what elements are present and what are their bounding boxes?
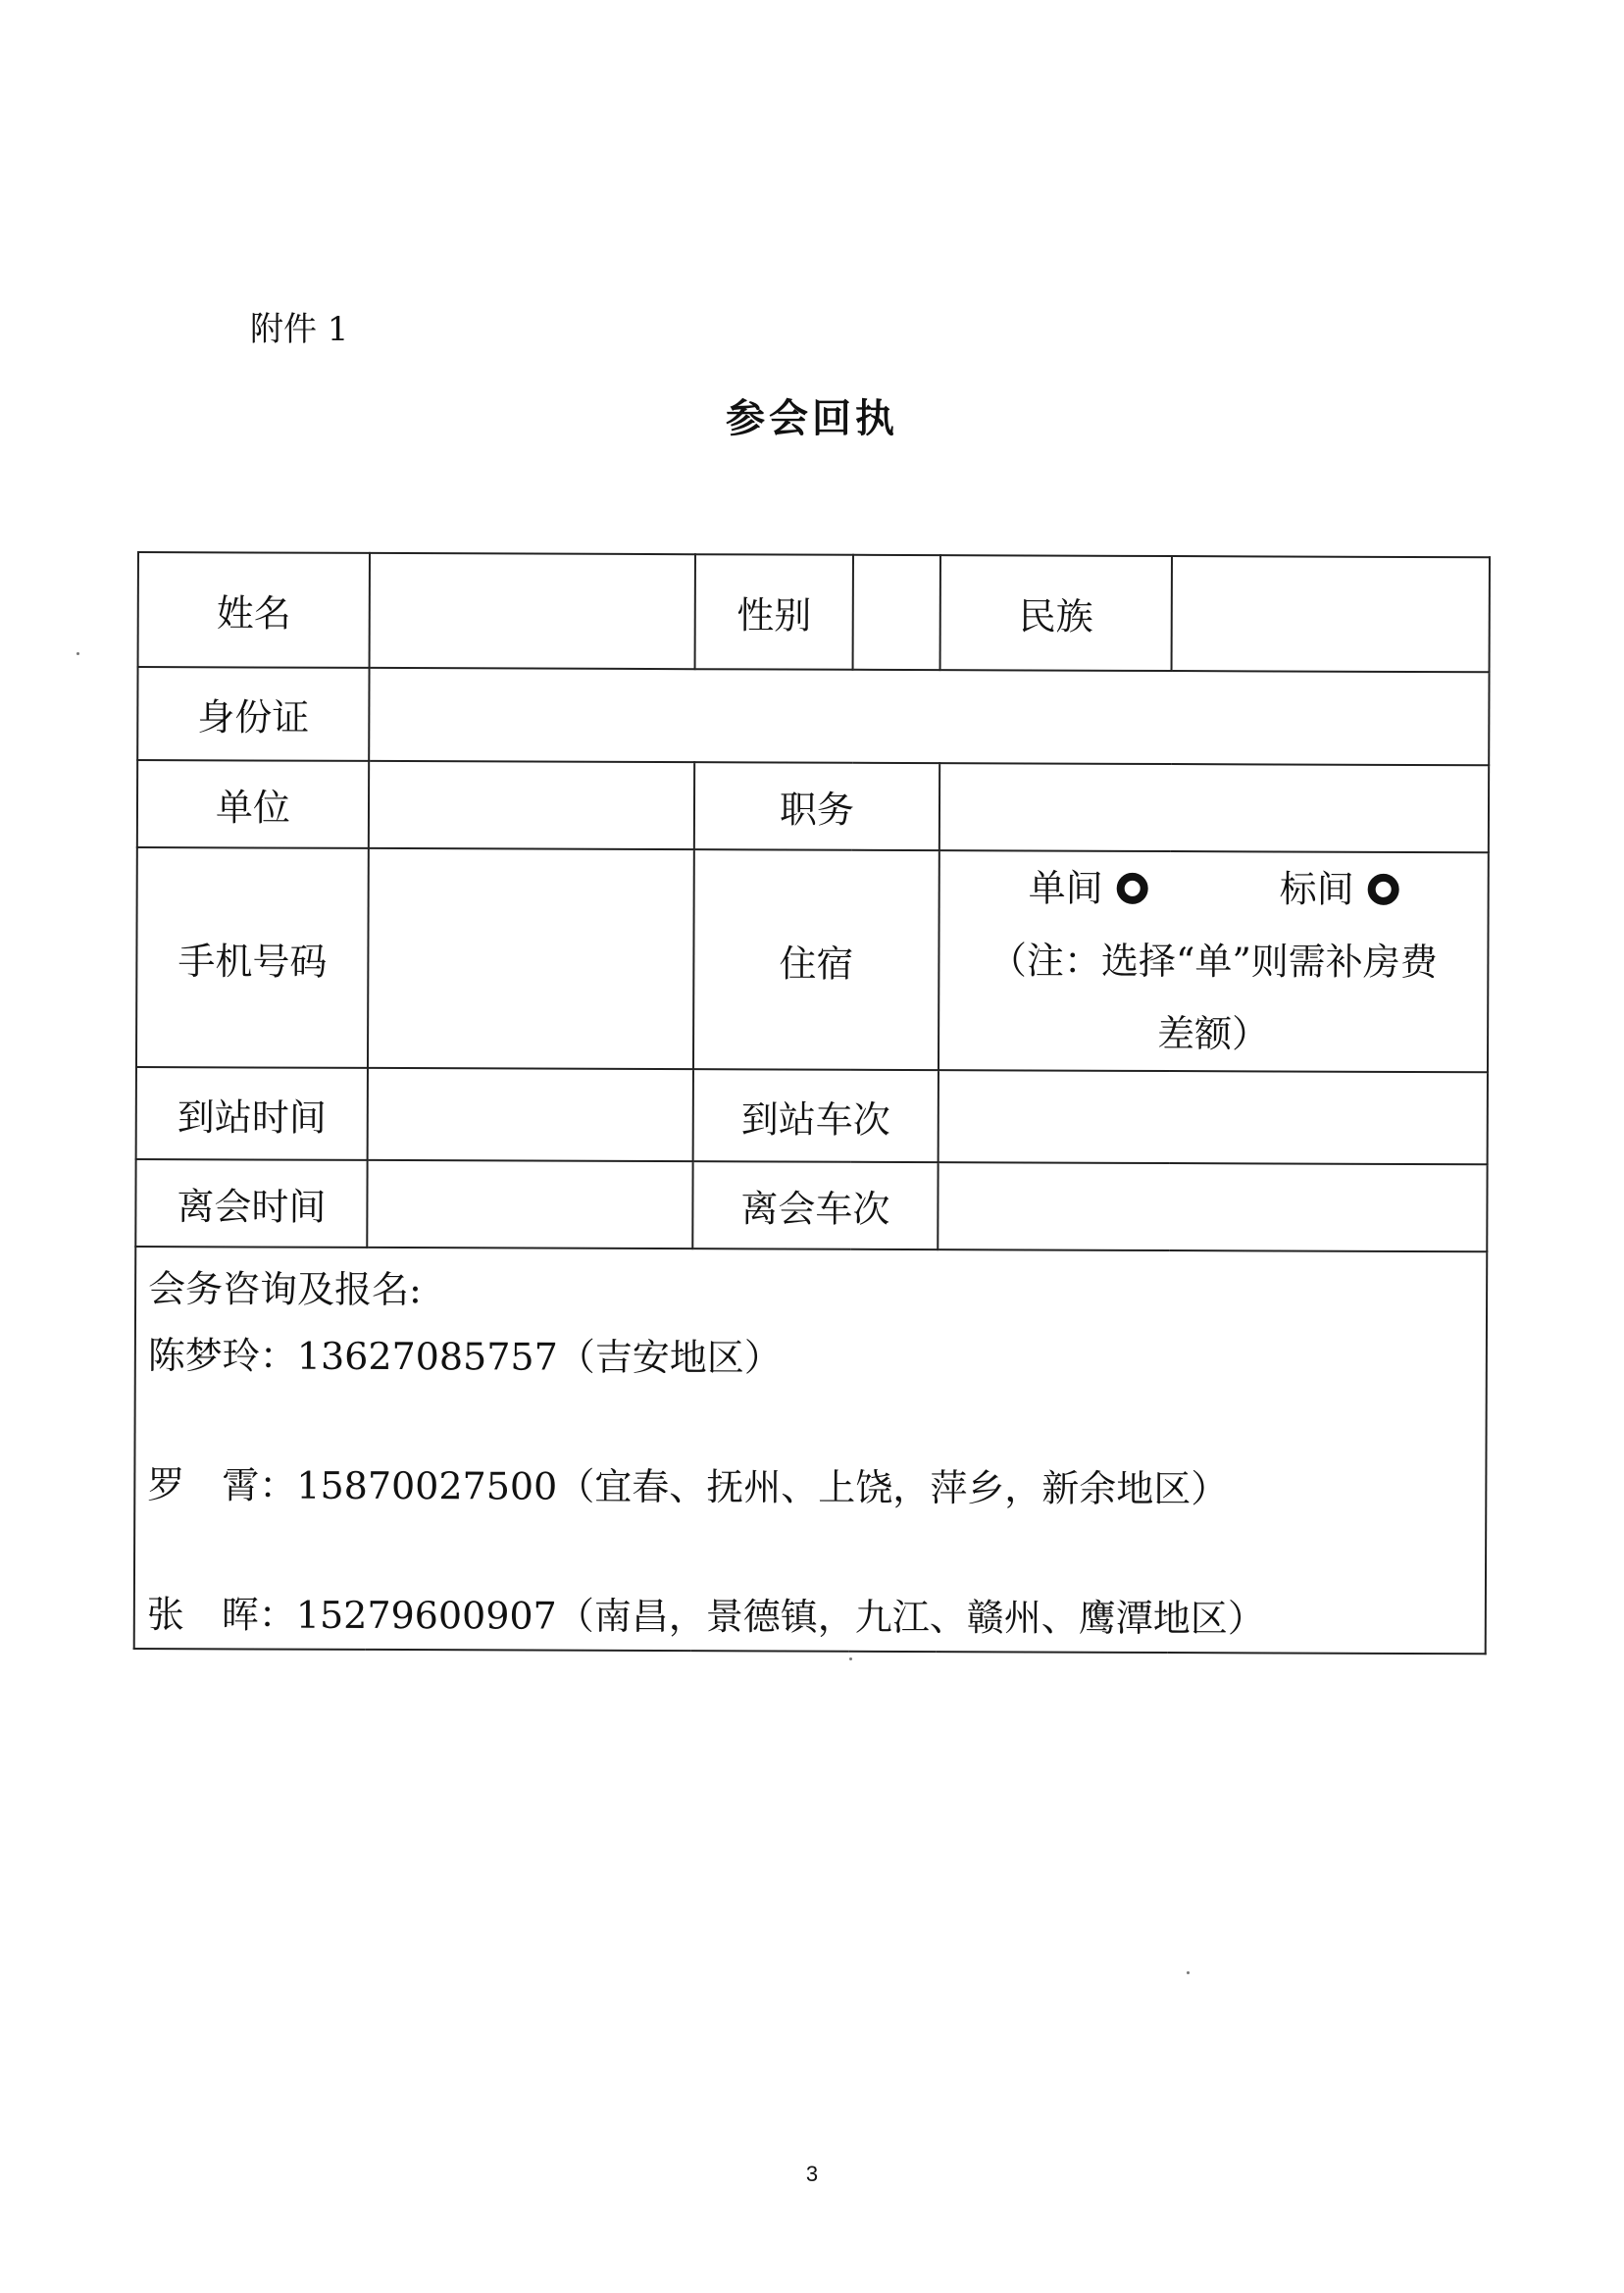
- lodging-label: 住宿: [693, 849, 939, 1070]
- attachment-label: 附件 1: [250, 310, 349, 349]
- contact-line: 罗 霄：15870027500（宜春、抚州、上饶，萍乡，新余地区）: [147, 1463, 1229, 1511]
- name-label: 姓名: [138, 552, 370, 668]
- contact-line: 张 晖：15279600907（南昌，景德镇，九江、赣州、鹰潭地区）: [146, 1593, 1265, 1641]
- scan-speck: [849, 1657, 852, 1660]
- lodging-note-line1: （注：选择“单”则需补房费: [989, 939, 1438, 985]
- departure-time-field[interactable]: [367, 1160, 692, 1248]
- row-phone-lodging: [136, 847, 1489, 1072]
- row-contact: [134, 1247, 1488, 1654]
- position-field[interactable]: [939, 763, 1489, 852]
- departure-train-label: 离会车次: [692, 1161, 938, 1249]
- lodging-single-option[interactable]: [1029, 851, 1148, 924]
- departure-time-label: 离会时间: [135, 1159, 367, 1248]
- form-title: 参会回执: [726, 395, 898, 441]
- name-field[interactable]: [370, 553, 695, 669]
- radio-icon[interactable]: [1117, 873, 1148, 904]
- lodging-options: [939, 850, 1489, 1072]
- row-arrival: [136, 1067, 1488, 1164]
- page-number: 3: [805, 2162, 819, 2186]
- row-id: [137, 667, 1489, 765]
- radio-icon[interactable]: [1368, 874, 1399, 905]
- unit-field[interactable]: [369, 761, 694, 849]
- registration-form: [133, 551, 1489, 1641]
- arrival-train-label: 到站车次: [693, 1069, 939, 1162]
- arrival-time-field[interactable]: [368, 1068, 693, 1161]
- id-label: 身份证: [137, 667, 369, 761]
- row-departure: [135, 1159, 1487, 1251]
- unit-label: 单位: [137, 760, 369, 848]
- gender-label: 性别: [695, 554, 853, 670]
- row-unit: [137, 760, 1489, 852]
- registration-table: [133, 551, 1491, 1655]
- lodging-single-label: 单间: [1028, 866, 1103, 910]
- ethnicity-label: 民族: [940, 555, 1172, 671]
- lodging-note-line2: 差额）: [1157, 1011, 1270, 1056]
- phone-label: 手机号码: [136, 847, 369, 1068]
- row-name: [138, 552, 1490, 672]
- phone-field[interactable]: [368, 848, 694, 1069]
- arrival-time-label: 到站时间: [136, 1067, 368, 1160]
- position-label: 职务: [694, 762, 939, 850]
- lodging-standard-label: 标间: [1279, 867, 1354, 911]
- contact-line: 陈梦玲：13627085757（吉安地区）: [147, 1334, 782, 1380]
- contact-section: [134, 1247, 1488, 1654]
- scan-speck: [76, 652, 79, 655]
- contact-heading: 会务咨询及报名:: [148, 1267, 423, 1312]
- arrival-train-field[interactable]: [939, 1070, 1488, 1164]
- ethnicity-field[interactable]: [1172, 556, 1490, 672]
- lodging-standard-option[interactable]: [1280, 852, 1399, 925]
- gender-field[interactable]: [853, 555, 940, 670]
- departure-train-field[interactable]: [938, 1162, 1487, 1251]
- id-field[interactable]: [369, 668, 1489, 765]
- scan-speck: [1187, 1971, 1190, 1974]
